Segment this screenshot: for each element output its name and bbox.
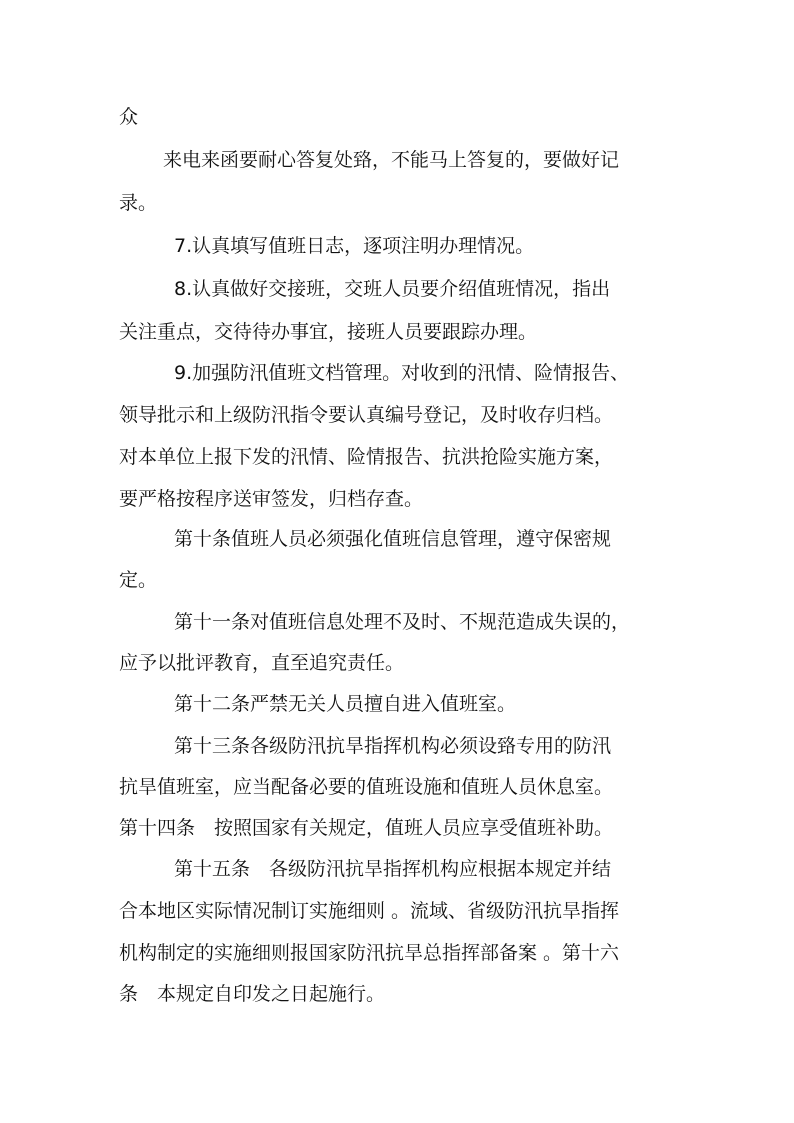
text-line-14: 应予以批评教育，直至追究责任。 — [119, 652, 405, 674]
text-line-11: 第十条值班人员必须强化值班信息管理，遵守保密规 — [174, 528, 612, 550]
text-line-2: 来电来函要耐心答复处臵，不能马上答复的，要做好记 — [163, 149, 620, 171]
text-line-22: 条 本规定自印发之日起施行。 — [119, 983, 386, 1005]
text-line-8: 领导批示和上级防汛指令要认真编号登记，及时收存归档。 — [119, 404, 614, 426]
text-line-1: 众 — [119, 106, 139, 128]
text-line-6: 关注重点，交待待办事宜，接班人员要跟踪办理。 — [119, 321, 538, 343]
text-line-16: 第十三条各级防汛抗旱指挥机构必须设臵专用的防汛 — [174, 735, 612, 757]
text-line-3: 录。 — [119, 192, 158, 214]
text-line-20: 合本地区实际情况制订实施细则 。流域、省级防汛抗旱指挥 — [119, 900, 620, 922]
text-line-12: 定。 — [119, 569, 158, 591]
text-line-4: 7.认真填写值班日志，逐项注明办理情况。 — [174, 235, 535, 257]
text-line-19: 第十五条 各级防汛抗旱指挥机构应根据本规定并结 — [174, 858, 612, 880]
text-line-13: 第十一条对值班信息处理不及时、不规范造成失误的， — [174, 611, 631, 633]
text-line-10: 要严格按程序送审签发，归档存查。 — [119, 488, 424, 510]
text-line-9: 对本单位上报下发的汛情、险情报告、抗洪抢险实施方案， — [119, 446, 614, 468]
text-line-18: 第十四条 按照国家有关规定，值班人员应享受值班补助。 — [119, 817, 614, 839]
text-line-17: 抗旱值班室，应当配备必要的值班设施和值班人员休息室。 — [119, 776, 614, 798]
text-line-7: 9.加强防汛值班文档管理。对收到的汛情、险情报告、 — [174, 362, 630, 384]
text-line-5: 8.认真做好交接班，交班人员要介绍值班情况，指出 — [174, 278, 611, 300]
text-line-15: 第十二条严禁无关人员擅自进入值班室。 — [174, 693, 517, 715]
text-line-21: 机构制定的实施细则报国家防汛抗旱总指挥部备案 。第十六 — [119, 942, 620, 964]
